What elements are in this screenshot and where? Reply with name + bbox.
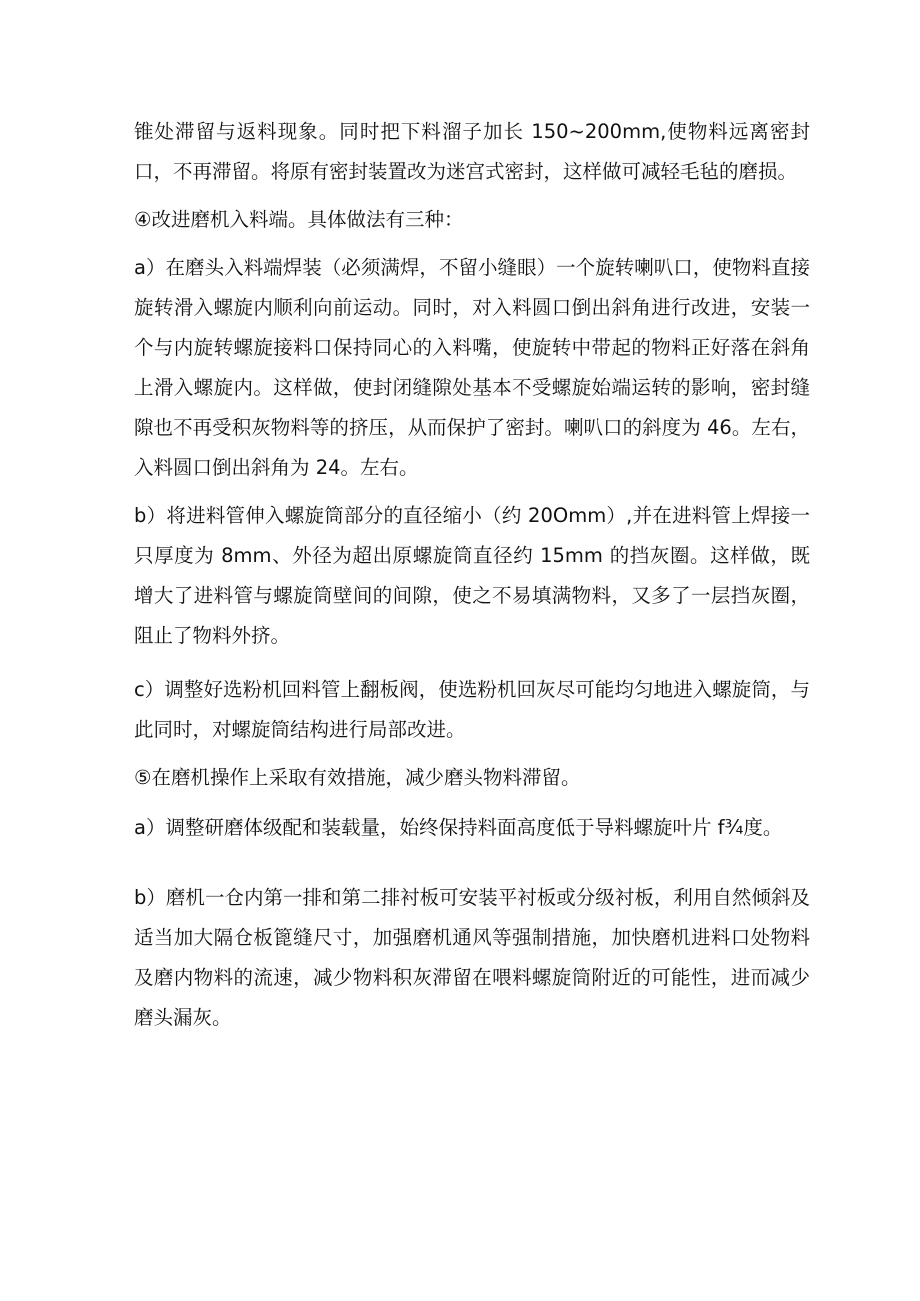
- paragraph-item-5a: a）调整研磨体级配和装载量，始终保持料面高度低于导料螺旋叶片 f¾度。: [134, 816, 783, 839]
- paragraph-item-4b: b）将进料管伸入螺旋筒部分的直径缩小（约 20Omm）,并在进料管上焊接一只厚度为 8mm、外径为超出原螺旋筒直径约 15mm 的挡灰圈。这样做，既增大了进料管与螺旋筒壁间的间隙，使之不易填满物料，又多了一层挡灰圈，阻止了物料外挤。: [134, 504, 810, 647]
- paragraph-continuation: 锥处滞留与返料现象。同时把下料溜子加长 150~200mm,使物料远离密封口，不再滞留。将原有密封装置改为迷宫式密封，这样做可减轻毛毡的磨损。: [134, 120, 810, 183]
- paragraph-item-5-heading: ⑤在磨机操作上采取有效措施，减少磨头物料滞留。: [134, 766, 581, 789]
- paragraph-item-4-heading: ④改进磨机入料端。具体做法有三种：: [134, 208, 464, 231]
- paragraph-item-5b: b）磨机一仓内第一排和第二排衬板可安装平衬板或分级衬板，利用自然倾斜及适当加大隔仓板篦缝尺寸，加强磨机通风等强制措施，加快磨机进料口处物料及磨内物料的流速，减少物料积灰滞留在喂料螺旋筒附近的可能性，进而减少磨头漏灰。: [134, 886, 810, 1029]
- document-body: [134, 112, 810, 1038]
- paragraph-item-4c: c）调整好选粉机回料管上翻板阀，使选粉机回灰尽可能均匀地进入螺旋筒，与此同时，对螺旋筒结构进行局部改进。: [134, 678, 810, 741]
- paragraph-item-4a: a）在磨头入料端焊装（必须满焊，不留小缝眼）一个旋转喇叭口，使物料直接旋转滑入螺旋内顺利向前运动。同时，对入料圆口倒出斜角进行改进，安装一个与内旋转螺旋接料口保持同心的入料嘴，使旋转中带起的物料正好落在斜角上滑入螺旋内。这样做，使封闭缝隙处基本不受螺旋始端运转的影响，密封缝隙也不再受积灰物料等的挤压，从而保护了密封。喇叭口的斜度为 46。左右，入料圆口倒出斜角为 24。左右。: [134, 256, 810, 479]
